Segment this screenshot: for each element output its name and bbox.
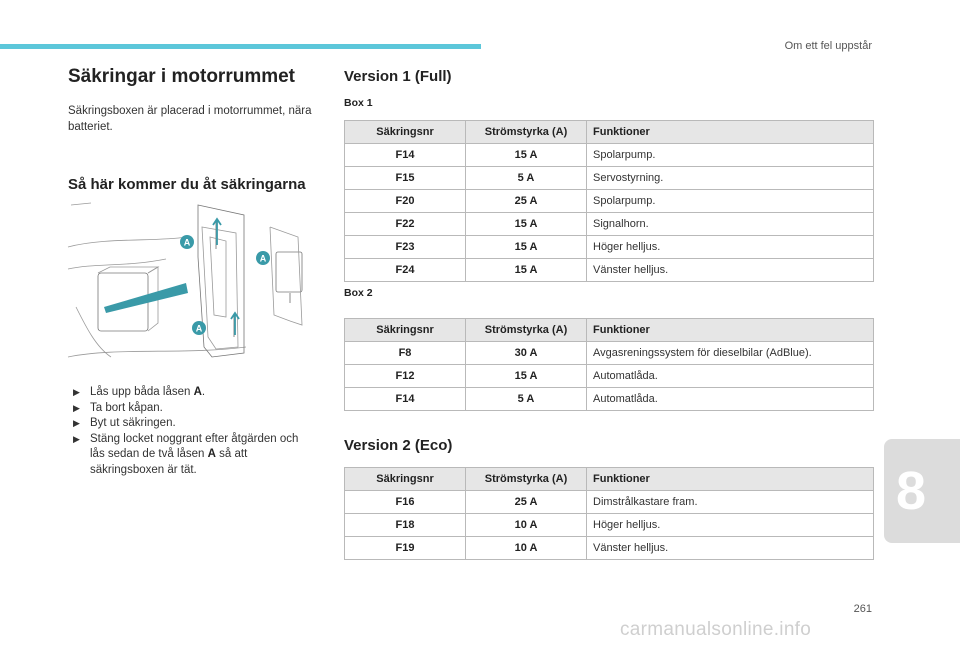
fuse-function: Servostyrning.	[587, 167, 874, 190]
fuse-number: F19	[345, 537, 466, 560]
table-row	[345, 236, 874, 259]
table-header-row	[345, 468, 874, 491]
fuse-function: Spolarpump.	[587, 190, 874, 213]
table-row	[345, 342, 874, 365]
column-header: Funktioner	[587, 121, 874, 144]
column-header: Strömstyrka (A)	[466, 468, 587, 491]
svg-text:A: A	[183, 237, 191, 248]
svg-text:A: A	[195, 323, 203, 334]
fuse-amperage: 10 A	[466, 514, 587, 537]
version1-heading: Version 1 (Full)	[344, 68, 452, 85]
arrow-bullet-icon: ▶	[73, 402, 80, 413]
fuse-number: F22	[345, 213, 466, 236]
fuse-number: F12	[345, 365, 466, 388]
fuse-function: Signalhorn.	[587, 213, 874, 236]
fuse-function: Vänster helljus.	[587, 259, 874, 282]
fuse-amperage: 30 A	[466, 342, 587, 365]
version2-heading: Version 2 (Eco)	[344, 437, 453, 454]
column-header: Säkringsnr	[345, 319, 466, 342]
fuse-number: F24	[345, 259, 466, 282]
fuse-function: Avgasreningssystem för dieselbilar (AdBlue).	[587, 342, 874, 365]
access-heading: Så här kommer du åt säkringarna	[68, 176, 306, 193]
table-row	[345, 537, 874, 560]
fuse-number: F20	[345, 190, 466, 213]
fusebox-illustration	[66, 197, 310, 367]
fuse-function: Höger helljus.	[587, 236, 874, 259]
table-header-row	[345, 121, 874, 144]
box2-table	[344, 318, 874, 411]
table-header-row	[345, 319, 874, 342]
table-row	[345, 259, 874, 282]
column-header: Säkringsnr	[345, 121, 466, 144]
steps-list	[73, 385, 313, 478]
version2-table	[344, 467, 874, 560]
section-title: Om ett fel uppstår	[784, 40, 872, 52]
arrow-bullet-icon: ▶	[73, 433, 80, 444]
fuse-function: Automatlåda.	[587, 388, 874, 411]
watermark: carmanualsonline.info	[620, 619, 812, 640]
column-header: Funktioner	[587, 468, 874, 491]
fuse-function: Dimstrålkastare fram.	[587, 491, 874, 514]
fuse-function: Höger helljus.	[587, 514, 874, 537]
step-item: ▶ Lås upp båda låsen A.	[73, 385, 313, 401]
table-row	[345, 514, 874, 537]
svg-text:A: A	[259, 253, 267, 264]
fuse-amperage: 15 A	[466, 213, 587, 236]
arrow-bullet-icon: ▶	[73, 418, 80, 428]
fuse-function: Automatlåda.	[587, 365, 874, 388]
fuse-amperage: 10 A	[466, 537, 587, 560]
fuse-number: F14	[345, 388, 466, 411]
column-header: Strömstyrka (A)	[466, 121, 587, 144]
fuse-amperage: 15 A	[466, 144, 587, 167]
table-row	[345, 388, 874, 411]
step-item: ▶ Byt ut säkringen.	[73, 416, 313, 432]
fuse-amperage: 25 A	[466, 190, 587, 213]
fuse-number: F8	[345, 342, 466, 365]
fuse-amperage: 15 A	[466, 365, 587, 388]
fuse-amperage: 25 A	[466, 491, 587, 514]
column-header: Strömstyrka (A)	[466, 319, 587, 342]
table-row	[345, 167, 874, 190]
callout-a-right	[256, 251, 270, 265]
fuse-number: F14	[345, 144, 466, 167]
accent-bar	[0, 44, 481, 49]
fuse-amperage: 5 A	[466, 388, 587, 411]
fuse-function: Vänster helljus.	[587, 537, 874, 560]
step-item: ▶ Stäng locket noggrant efter åtgärden och lås sedan de två låsen A så att säkringsboxen är tät.	[73, 432, 299, 476]
box1-label: Box 1	[344, 97, 373, 109]
fuse-number: F23	[345, 236, 466, 259]
box2-label: Box 2	[344, 287, 373, 299]
column-header: Funktioner	[587, 319, 874, 342]
intro-text: Säkringsboxen är placerad i motorrummet, nära batteriet.	[68, 105, 312, 133]
page-number: 261	[853, 603, 872, 615]
fuse-function: Spolarpump.	[587, 144, 874, 167]
fuse-amperage: 5 A	[466, 167, 587, 190]
table-row	[345, 491, 874, 514]
fuse-number: F18	[345, 514, 466, 537]
arrow-bullet-icon: ▶	[73, 387, 80, 397]
callout-a-bottom	[192, 321, 206, 335]
table-row	[345, 365, 874, 388]
page-title: Säkringar i motorrummet	[68, 66, 295, 87]
chapter-tab: 8	[884, 439, 960, 543]
step-item: ▶ Ta bort kåpan.	[73, 401, 313, 417]
column-header: Säkringsnr	[345, 468, 466, 491]
fuse-number: F15	[345, 167, 466, 190]
box1-table	[344, 120, 874, 282]
table-row	[345, 213, 874, 236]
fuse-amperage: 15 A	[466, 259, 587, 282]
fuse-number: F16	[345, 491, 466, 514]
fuse-amperage: 15 A	[466, 236, 587, 259]
callout-a-top	[180, 235, 194, 249]
table-row	[345, 190, 874, 213]
table-row	[345, 144, 874, 167]
